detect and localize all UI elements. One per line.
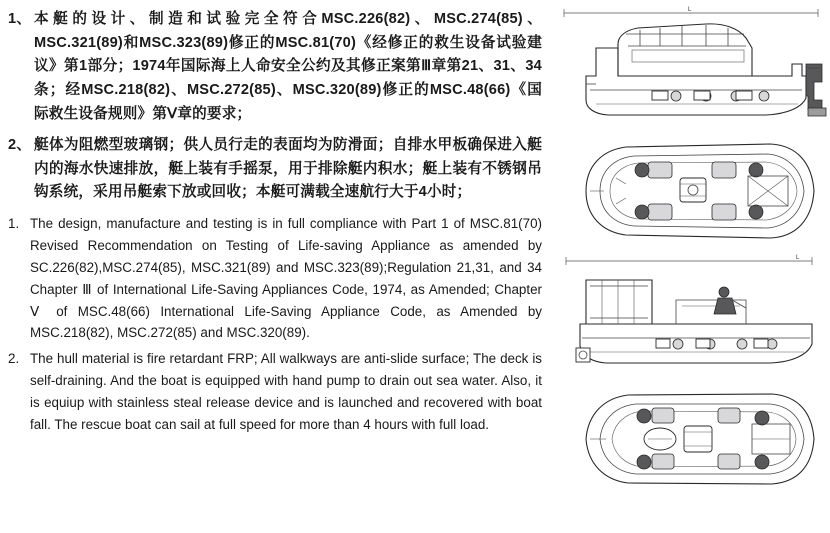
rescue-boat-plan-view	[556, 138, 830, 244]
list-text: The hull material is fire retardant FRP; All walkways are anti-slide surface; The deck is self-draining. And the boat is equipped with hand pump to drain out sea water. Also, it is equiup with stainless steal release device and is launched and recovered with boat fall. The rescue boat can sail at full speed for more than 4 hours with full load.	[30, 351, 542, 432]
rescue-boat-deck-layout	[556, 384, 830, 494]
dimension-label: L	[796, 255, 800, 261]
list-text: 艇体为阻燃型玻璃钢；供人员行走的表面均为防滑面；自排水甲板确保进入艇内的海水快速排放，艇上装有手摇泵，用于排除艇内积水；艇上装有不锈钢吊钩系统，采用吊艇索下放或回收；本艇可满载全速航行大于4小时；	[34, 137, 542, 201]
list-item	[8, 213, 542, 344]
dimension-label: L	[688, 7, 692, 13]
list-item	[8, 134, 542, 205]
list-marker: 2.	[8, 351, 20, 367]
list-marker: 2、	[8, 137, 32, 154]
list-text: 本艇的设计、制造和试验完全符合MSC.226(82)、MSC.274(85)、MSC.321(89)和MSC.323(89)修正的MSC.81(70)《经修正的救生设备试验建议》第1部分；1974年国际海上人命安全公约及其修正案第Ⅲ章第21、31、34条；经MSC.218(82)、MSC.272(85)、MSC.320(89)修正的MSC.48(66)《国际救生设备规则》第Ⅴ章的要求；	[34, 11, 542, 122]
rescue-boat-side-view-top	[556, 4, 830, 134]
list-item	[8, 348, 542, 435]
list-marker: 1.	[8, 216, 20, 232]
list-marker: 1、	[8, 11, 32, 27]
chinese-specification-list	[8, 8, 542, 205]
boat-drawings-column	[556, 0, 830, 533]
list-text: The design, manufacture and testing is in full compliance with Part 1 of MSC.81(70) Revised Recommendation on Testing of Life-saving Appliance as amended by SC.226(82),MSC.274(85), MSC.321(89) and MSC.323(89);Regulation 21,31, and 34 Chapter Ⅲ of International Life-Saving Appliances Code, 1974, as Amended; Chapter Ⅴ of MSC.48(66) International Life-Saving Appliance Code, as Amended by MSC.218(82), MSC.272(85) and MSC.320(89).	[30, 216, 542, 341]
english-specification-list	[8, 213, 542, 435]
rescue-boat-side-view-outline	[556, 252, 830, 376]
list-item	[8, 8, 542, 126]
